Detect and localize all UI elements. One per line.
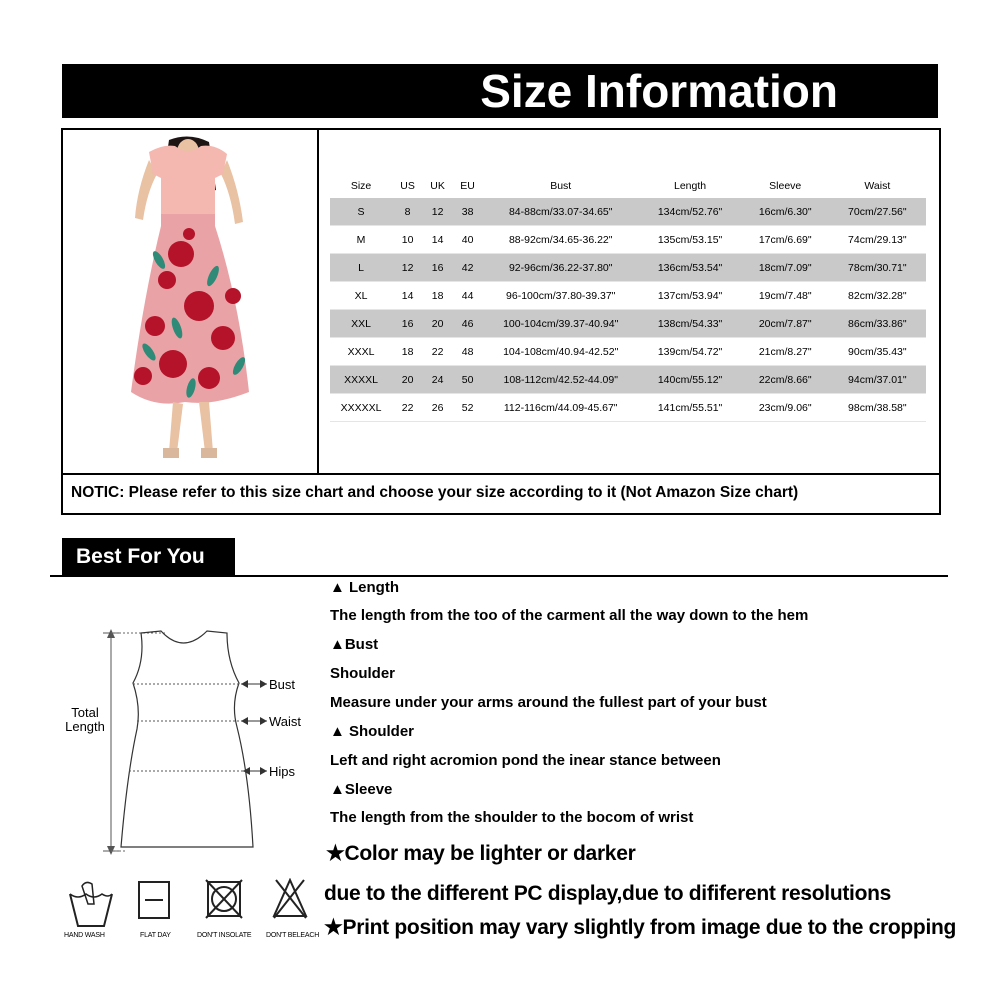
guide-length-heading: ▲ Length — [330, 579, 400, 596]
size-chart-frame — [61, 128, 941, 515]
table-cell: 84-88cm/33.07-34.65" — [483, 198, 638, 226]
table-cell: 20 — [423, 310, 452, 338]
table-cell: XL — [330, 282, 392, 310]
table-cell: 108-112cm/42.52-44.09" — [483, 366, 638, 394]
table-cell: 94cm/37.01" — [829, 366, 926, 394]
total-length-label-2: Length — [65, 719, 105, 734]
table-cell: S — [330, 198, 392, 226]
size-table — [330, 174, 926, 422]
table-cell: 21cm/8.27" — [742, 338, 829, 366]
table-cell: 8 — [392, 198, 423, 226]
table-cell: 18cm/7.09" — [742, 254, 829, 282]
table-cell: 44 — [452, 282, 483, 310]
table-cell: 82cm/32.28" — [829, 282, 926, 310]
table-cell: 48 — [452, 338, 483, 366]
bust-label: Bust — [269, 677, 296, 692]
guide-shoulder-detail: Left and right acromion pond the inear stance between — [330, 752, 721, 769]
table-cell: 22cm/8.66" — [742, 366, 829, 394]
note-color: ★Color may be lighter or darker — [326, 842, 636, 865]
notice-text: NOTIC: Please refer to this size chart and choose your size according to it (Not Amazon Size chart) — [71, 484, 799, 501]
guide-sleeve-text: The length from the shoulder to the bocom of wrist — [330, 809, 694, 826]
guide-bust-heading: ▲Bust — [330, 636, 379, 653]
table-row — [330, 338, 926, 366]
table-cell: 12 — [392, 254, 423, 282]
table-cell: 50 — [452, 366, 483, 394]
table-cell: 18 — [392, 338, 423, 366]
table-header-cell: Bust — [550, 180, 572, 192]
notice-row — [63, 473, 939, 515]
table-cell: 74cm/29.13" — [829, 226, 926, 254]
table-row — [330, 366, 926, 394]
guide-length-text: The length from the too of the carment all the way down to the hem — [330, 607, 809, 624]
table-cell: XXXL — [330, 338, 392, 366]
table-cell: 86cm/33.86" — [829, 310, 926, 338]
guide-shoulder-text: Shoulder — [330, 665, 396, 682]
table-cell: 140cm/55.12" — [638, 366, 741, 394]
table-row — [330, 310, 926, 338]
table-cell: L — [330, 254, 392, 282]
table-cell: 20cm/7.87" — [742, 310, 829, 338]
guide-bust-text: Measure under your arms around the fullest part of your bust — [330, 694, 767, 711]
table-header-cell: EU — [460, 180, 475, 192]
table-cell: 139cm/54.72" — [638, 338, 741, 366]
dress-measurement-diagram — [55, 625, 320, 860]
table-header-cell: Size — [350, 180, 372, 192]
best-for-you-tab — [62, 538, 235, 575]
table-cell: 16 — [392, 310, 423, 338]
table-cell: 138cm/54.33" — [638, 310, 741, 338]
table-cell: 98cm/38.58" — [829, 394, 926, 422]
table-cell: XXXXL — [330, 366, 392, 394]
care-label-do-not-insolate: DON'T INSOLATE — [197, 932, 252, 939]
table-cell: 52 — [452, 394, 483, 422]
table-cell: 96-100cm/37.80-39.37" — [483, 282, 638, 310]
title-banner — [62, 64, 938, 118]
table-row — [330, 198, 926, 226]
table-cell: 136cm/53.54" — [638, 254, 741, 282]
table-cell: XXL — [330, 310, 392, 338]
table-cell: 17cm/6.69" — [742, 226, 829, 254]
table-cell: 23cm/9.06" — [742, 394, 829, 422]
table-cell: 24 — [423, 366, 452, 394]
table-cell: 20 — [392, 366, 423, 394]
table-cell: M — [330, 226, 392, 254]
table-cell: 16cm/6.30" — [742, 198, 829, 226]
table-row — [330, 226, 926, 254]
table-cell: 14 — [423, 226, 452, 254]
table-cell: 88-92cm/34.65-36.22" — [483, 226, 638, 254]
hips-label: Hips — [269, 764, 296, 779]
table-cell: XXXXXL — [330, 394, 392, 422]
best-for-you-heading: Best For You — [76, 545, 205, 568]
waist-label: Waist — [269, 714, 302, 729]
table-cell: 104-108cm/40.94-42.52" — [483, 338, 638, 366]
table-cell: 112-116cm/44.09-45.67" — [483, 394, 638, 422]
table-cell: 100-104cm/39.37-40.94" — [483, 310, 638, 338]
table-cell: 46 — [452, 310, 483, 338]
care-label-do-not-bleach: DON'T BELEACH — [266, 932, 320, 939]
note-print: ★Print position may vary slightly from image due to the cropping — [324, 916, 957, 939]
table-cell: 22 — [392, 394, 423, 422]
table-cell: 40 — [452, 226, 483, 254]
table-header-cell: Length — [673, 180, 707, 192]
table-header-cell: US — [400, 180, 415, 192]
table-cell: 42 — [452, 254, 483, 282]
guide-shoulder-heading: ▲ Shoulder — [330, 723, 415, 740]
table-cell: 70cm/27.56" — [829, 198, 926, 226]
table-cell: 26 — [423, 394, 452, 422]
note-display: due to the different PC display,due to dififerent resolutions — [324, 882, 892, 905]
page-title: Size Information — [480, 65, 838, 117]
table-cell: 134cm/52.76" — [638, 198, 741, 226]
table-cell: 135cm/53.15" — [638, 226, 741, 254]
model-photo — [63, 130, 317, 473]
table-cell: 14 — [392, 282, 423, 310]
model-photo-cell — [63, 130, 319, 473]
table-cell: 137cm/53.94" — [638, 282, 741, 310]
table-cell: 10 — [392, 226, 423, 254]
table-row — [330, 282, 926, 310]
table-cell: 92-96cm/36.22-37.80" — [483, 254, 638, 282]
table-header-row — [330, 174, 926, 198]
table-cell: 141cm/55.51" — [638, 394, 741, 422]
table-body — [330, 198, 926, 422]
table-cell: 78cm/30.71" — [829, 254, 926, 282]
table-cell: 22 — [423, 338, 452, 366]
care-label-flat-dry: FLAT DAY — [140, 932, 171, 939]
table-header-cell: Sleeve — [769, 180, 802, 192]
table-cell: 19cm/7.48" — [742, 282, 829, 310]
table-cell: 90cm/35.43" — [829, 338, 926, 366]
section-divider — [50, 575, 948, 577]
table-row — [330, 254, 926, 282]
total-length-label-1: Total — [71, 705, 99, 720]
table-cell: 16 — [423, 254, 452, 282]
table-cell: 12 — [423, 198, 452, 226]
table-cell: 18 — [423, 282, 452, 310]
table-header-cell: Waist — [864, 180, 891, 192]
guide-sleeve-heading: ▲Sleeve — [330, 781, 393, 798]
table-cell: 38 — [452, 198, 483, 226]
table-row — [330, 394, 926, 422]
care-label-hand-wash: HAND WASH — [64, 932, 105, 939]
table-header-cell: UK — [430, 180, 445, 192]
